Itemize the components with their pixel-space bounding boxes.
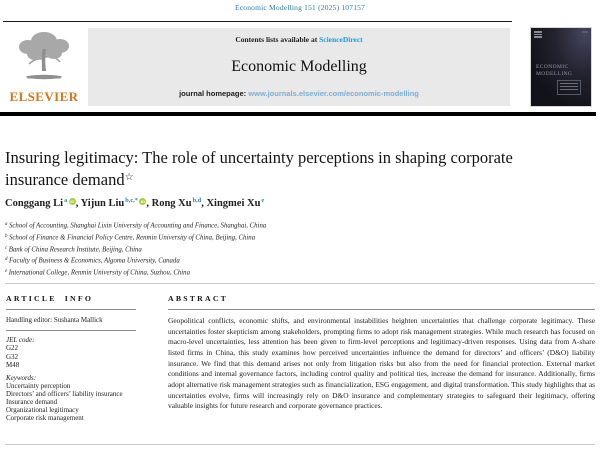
journal-title: Economic Modelling — [231, 57, 367, 75]
author-separator: , — [75, 198, 81, 209]
sciencedirect-link[interactable]: ScienceDirect — [319, 35, 363, 44]
homepage-url-link[interactable]: www.journals.elsevier.com/economic-modelling — [248, 89, 419, 98]
author — [5, 198, 81, 209]
keyword: Directors’ and officers’ liability insurance — [6, 389, 123, 398]
affiliation — [5, 232, 565, 244]
homepage-label: journal homepage: — [179, 89, 249, 98]
jel-code: G22 — [6, 344, 19, 353]
affiliation-list — [5, 220, 565, 279]
affiliation — [5, 267, 565, 279]
elsevier-tree-icon — [8, 27, 80, 89]
page-bottom-rule — [5, 444, 595, 445]
cover-publisher-icon — [534, 31, 542, 38]
author-list — [5, 197, 565, 209]
article-info-rule2 — [6, 330, 136, 331]
title-footnote-star[interactable]: ☆ — [124, 171, 134, 183]
author-separator: , — [146, 198, 152, 209]
keyword: Uncertainty perception — [6, 381, 71, 390]
journal-banner — [88, 28, 510, 106]
paper-title — [5, 147, 525, 191]
author-affiliation-sup: a — [64, 197, 68, 204]
author-name: Rong Xu — [151, 198, 192, 209]
header-bottom-rule — [0, 112, 596, 116]
article-info-rule — [6, 309, 136, 310]
affiliation-text: Bank of China Research Institute, Beijing, China — [8, 246, 142, 254]
affiliation-text: School of Accounting, Shanghai Lixin University of Accounting and Finance, Shanghai, China — [9, 222, 267, 230]
author-name: Xingmei Xu — [206, 198, 261, 209]
keyword: Corporate risk management — [6, 414, 84, 423]
affiliation-text: Faculty of Business & Economics, Algoma University, Canada — [9, 257, 180, 265]
cover-info-box — [557, 80, 581, 95]
author-affiliation-sup: e — [261, 197, 265, 204]
journal-cover-thumbnail — [531, 28, 591, 106]
contents-line — [235, 35, 362, 44]
affiliation-sup: a — [5, 222, 8, 227]
cover-title — [531, 64, 591, 78]
author — [81, 198, 152, 209]
affiliation-sup: d — [5, 257, 8, 263]
jel-label: JEL code: — [6, 336, 35, 345]
author-affiliation-sup: b,c,* — [125, 197, 138, 204]
author — [152, 198, 207, 209]
keyword: Insurance demand — [6, 398, 58, 407]
affiliation — [5, 255, 565, 267]
elsevier-logo — [8, 27, 80, 107]
handling-editor: Handling editor: Sushanta Mallick — [6, 316, 103, 324]
affiliation — [5, 220, 565, 232]
jel-code: M48 — [6, 360, 20, 369]
author-name: Conggang Li — [5, 198, 64, 209]
header-top-rule — [3, 21, 512, 22]
orcid-icon[interactable]: iD — [140, 199, 145, 204]
abstract-rule — [168, 309, 595, 310]
article-info-heading: ARTICLE INFO — [6, 294, 94, 303]
cover-issue-mark — [582, 31, 588, 33]
jel-code: G32 — [6, 352, 19, 361]
keyword: Organizational legitimacy — [6, 406, 79, 415]
keywords-label: Keywords: — [6, 373, 37, 382]
journal-reference: Economic Modelling 151 (2025) 107157 — [234, 3, 366, 12]
article-info-section — [6, 294, 158, 422]
abstract-text: Geopolitical conflicts, economic shifts, and environmental instabilities heighten uncertainties that challenge corporate legitimacy. These uncertainties foster skepticism among stakeholders, prompting firms to adopt risk management strategies. While much research has focused on macro-level uncertainties, less attention has been given to firm-level perceptions and legitimacy-driven responses. Using data from A-share listed firms in China, this study examines how perceived uncertainties influence the demand for directors’ and officers’ (D&O) liability insurance. We find that this demand arises not only from litigation risks but also from the need for financial protection. External market conditions and internal governance factors, including control quality and political ties, increase the demand for insurance. Additionally, firms adopt alternative risk management strategies such as financialization, ESG engagement, and digital transformation. This study highlights that as uncertainties evolve, firms will increasingly rely on D&O insurance and complementary strategies to safeguard their legitimacy, offering valuable insights for future research and corporate governance practices. — [168, 316, 595, 411]
elsevier-wordmark: ELSEVIER — [9, 89, 79, 104]
author-separator: , — [201, 198, 207, 209]
author-name: Yijun Liu — [80, 198, 125, 209]
author-affiliation-sup: b,d — [192, 197, 202, 204]
affiliation-sup: e — [5, 269, 8, 275]
contents-line-prefix: Contents lists available at — [235, 35, 320, 44]
abstract-heading: ABSTRACT — [168, 294, 229, 303]
author — [206, 198, 264, 209]
orcid-icon[interactable]: iD — [70, 199, 75, 204]
paper-title-text: Insuring legitimacy: The role of uncertainty perceptions in shaping corporate insurance demand — [5, 148, 513, 189]
homepage-line — [179, 89, 419, 98]
affiliation-text: School of Finance & Financial Policy Centre, Renmin University of China, Beijing, China — [9, 234, 256, 242]
abstract-section — [168, 294, 595, 412]
cover-title-line2: MODELLING — [536, 70, 573, 77]
affiliation-text: International College, Renmin University of China, Suzhou, China — [8, 269, 190, 277]
affiliation-sup: c — [5, 245, 8, 251]
affiliation — [5, 244, 565, 256]
section-divider-rule — [5, 283, 595, 284]
affiliation-sup: b — [5, 233, 8, 239]
cover-title-line1: ECONOMIC — [536, 64, 569, 70]
